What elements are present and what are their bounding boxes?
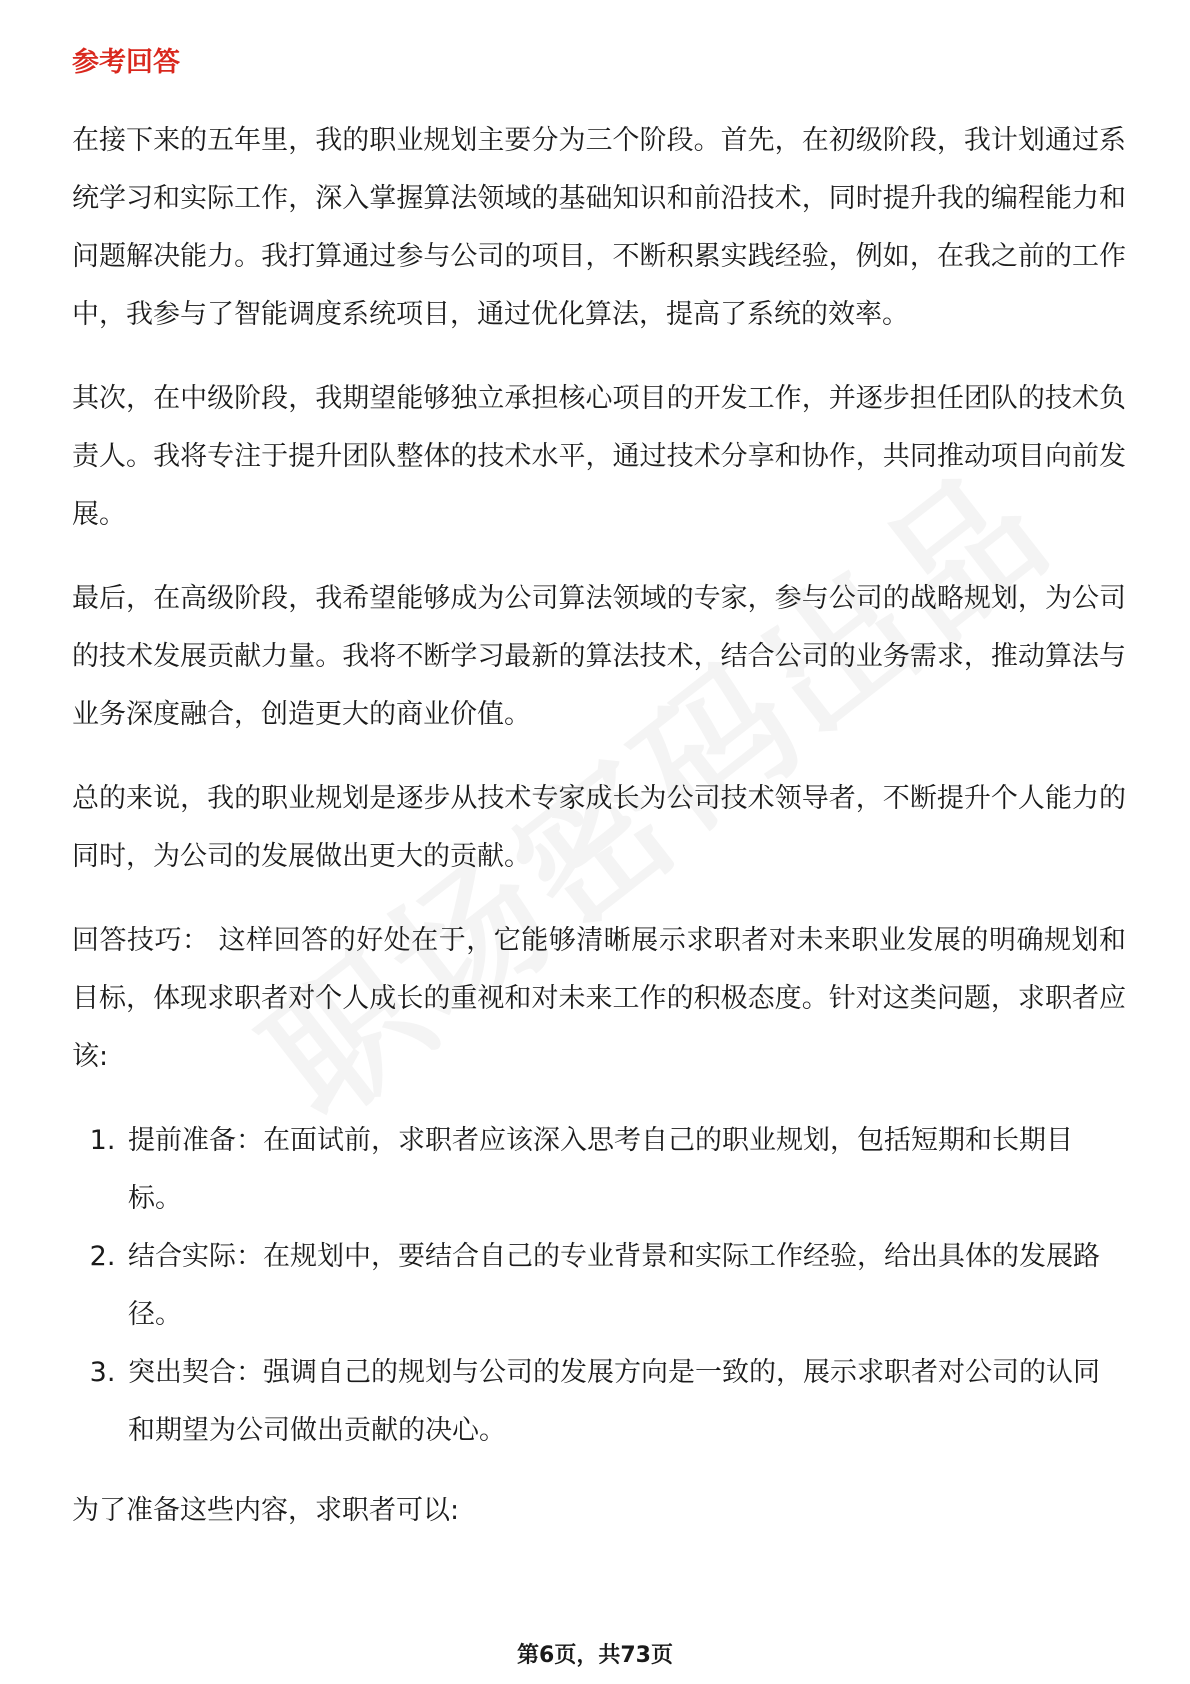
list-item: 3. 突出契合：强调自己的规划与公司的发展方向是一致的，展示求职者对公司的认同和期望为公司做出贡献的决心。 xyxy=(124,1344,1126,1460)
page-number: 第6页，共73页 xyxy=(517,1643,673,1668)
paragraph-summary: 总的来说，我的职业规划是逐步从技术专家成长为公司技术领导者，不断提升个人能力的同时，为公司的发展做出更大的贡献。 xyxy=(72,782,1126,872)
list-item: 2. 结合实际：在规划中，要结合自己的专业背景和实际工作经验，给出具体的发展路径。 xyxy=(124,1228,1126,1344)
paragraph-intro: 在接下来的五年里，我的职业规划主要分为三个阶段。首先，在初级阶段，我计划通过系统学习和实际工作，深入掌握算法领域的基础知识和前沿技术，同时提升我的编程能力和问题解决能力。我打算通过参与公司的项目，不断积累实践经验，例如，在我之前的工作中，我参与了智能调度系统项目，通过优化算法，提高了系统的效率。 xyxy=(72,124,1126,330)
paragraph-mid-stage: 其次，在中级阶段，我期望能够独立承担核心项目的开发工作，并逐步担任团队的技术负责人。我将专注于提升团队整体的技术水平，通过技术分享和协作，共同推动项目向前发展。 xyxy=(72,382,1126,530)
list-item: 1. 提前准备：在面试前，求职者应该深入思考自己的职业规划，包括短期和长期目标。 xyxy=(124,1112,1126,1228)
paragraph-answer-tips: 回答技巧： 这样回答的好处在于，它能够清晰展示求职者对未来职业发展的明确规划和目标，体现求职者对个人成长的重视和对未来工作的积极态度。针对这类问题，求职者应该: xyxy=(72,924,1126,1072)
tips-list xyxy=(72,1112,1126,1460)
paragraph-senior-stage: 最后，在高级阶段，我希望能够成为公司算法领域的专家，参与公司的战略规划，为公司的技术发展贡献力量。我将不断学习最新的算法技术，结合公司的业务需求，推动算法与业务深度融合，创造更大的商业价值。 xyxy=(72,582,1126,730)
page-content xyxy=(72,44,1126,1566)
paragraph-closing: 为了准备这些内容，求职者可以: xyxy=(72,1494,460,1526)
section-title: 参考回答 xyxy=(72,47,180,78)
